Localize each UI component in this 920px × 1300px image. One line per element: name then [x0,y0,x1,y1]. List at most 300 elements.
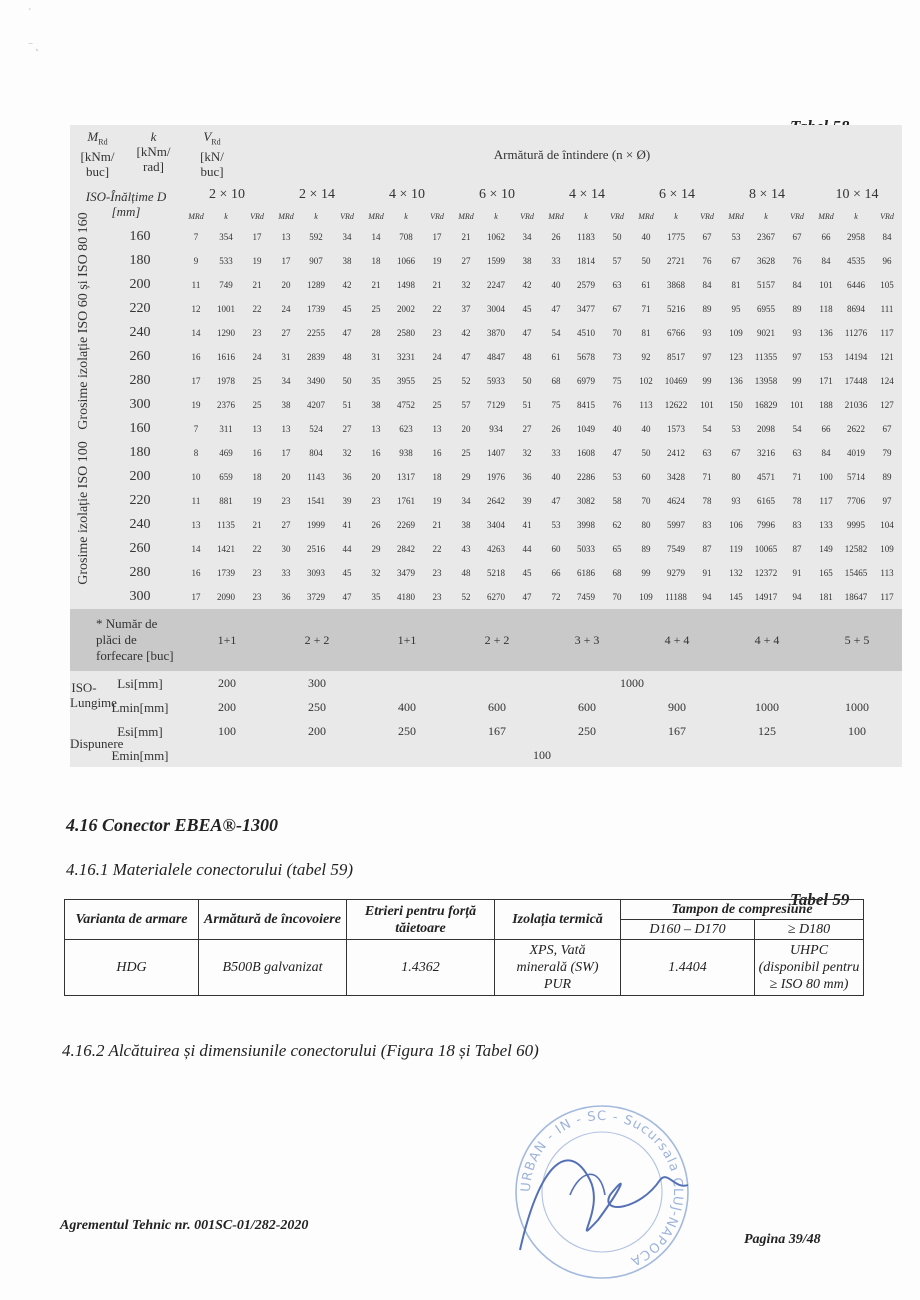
value-cell: 3955 [397,376,415,386]
value-cell: 33 [551,256,561,266]
value-cell: 66 [821,232,831,242]
value-cell: 4752 [397,400,415,410]
value-cell: 23 [252,592,262,602]
value-cell: 104 [880,520,894,530]
value-cell: 94 [702,592,712,602]
table-row [70,345,902,369]
value-cell: 11276 [844,328,868,338]
table-row [70,489,902,513]
value-cell: 9021 [757,328,775,338]
value-cell: 1814 [577,256,595,266]
value-cell: 109 [729,328,743,338]
sub-header-mrd: MRd [368,211,384,221]
table-row [70,393,902,417]
value-cell: 38 [371,400,381,410]
value-cell: 94 [792,592,802,602]
t59-header-buffer-b: ≥ D180 [755,920,864,940]
value-cell: 2286 [577,472,595,482]
value-cell: 2247 [487,280,505,290]
value-cell: 16 [191,352,201,362]
value-cell: 136 [819,328,833,338]
value-cell: 21036 [844,400,868,410]
value-cell: 3490 [307,376,325,386]
value-cell: 102 [639,376,653,386]
value-cell: 907 [309,256,323,266]
value-cell: 181 [819,592,833,602]
value-cell: 80 [731,472,741,482]
lmin-value: 250 [308,699,326,714]
value-cell: 73 [612,352,622,362]
value-cell: 117 [880,592,894,602]
mrd-unit: [kNm/ buc] [80,149,115,180]
value-cell: 53 [731,424,741,434]
value-cell: 99 [702,376,712,386]
value-cell: 24 [252,352,262,362]
reinforcement-group-4: 4 × 14 [569,187,605,202]
value-cell: 1066 [397,256,415,266]
value-cell: 24 [432,352,442,362]
reinforcement-group-1: 2 × 14 [299,187,335,202]
value-cell: 31 [281,352,291,362]
value-cell: 12622 [664,400,688,410]
corner-header [70,125,182,183]
value-cell: 1062 [487,232,505,242]
value-cell: 47 [551,304,561,314]
iso-length-label: ISO- Lungime [70,680,117,710]
value-cell: 54 [702,424,712,434]
value-cell: 5933 [487,376,505,386]
value-cell: 38 [342,256,352,266]
value-cell: 47 [612,448,622,458]
value-cell: 659 [219,472,233,482]
value-cell: 33 [281,568,291,578]
value-cell: 93 [702,328,712,338]
value-cell: 3998 [577,520,595,530]
table-row [70,273,902,297]
iso-height-value: 280 [129,565,151,580]
value-cell: 87 [792,544,802,554]
value-cell: 52 [461,592,471,602]
value-cell: 9279 [667,568,685,578]
value-cell: 3870 [487,328,505,338]
value-cell: 1739 [217,568,235,578]
value-cell: 36 [281,592,291,602]
value-cell: 1616 [217,352,235,362]
value-cell: 7 [193,232,199,242]
shear-plates-row [70,609,902,671]
sub-header-vrd: VRd [880,211,894,221]
value-cell: 17 [191,376,201,386]
value-cell: 6165 [757,496,775,506]
value-cell: 45 [342,304,352,314]
value-cell: 89 [641,544,651,554]
iso-height-value: 260 [129,541,151,556]
value-cell: 14917 [754,592,778,602]
shear-plates-value: 1+1 [182,609,272,671]
value-cell: 5997 [667,520,685,530]
value-cell: 40 [641,424,651,434]
value-cell: 7549 [667,544,685,554]
value-cell: 17 [281,448,291,458]
value-cell: 62 [612,520,622,530]
esi-value: 125 [758,723,776,738]
value-cell: 92 [641,352,651,362]
value-cell: 3628 [757,256,775,266]
value-cell: 27 [461,256,471,266]
value-cell: 6766 [667,328,685,338]
section-title: 4.16 Conector EBEA®-1300 [66,815,278,835]
value-cell: 76 [612,400,622,410]
value-cell: 7129 [487,400,505,410]
corner-k [136,129,172,180]
value-cell: 1608 [577,448,595,458]
value-cell: 50 [522,376,532,386]
table-row [70,297,902,321]
sub-header-mrd: MRd [548,211,564,221]
value-cell: 25 [252,376,262,386]
value-cell: 2642 [487,496,505,506]
value-cell: 25 [252,400,262,410]
value-cell: 2842 [397,544,415,554]
group-label-iso100-text: Grosime izolație ISO 100 [76,441,91,585]
value-cell: 6270 [487,592,505,602]
value-cell: 13958 [754,376,778,386]
lmin-value: 400 [398,699,416,714]
value-cell: 101 [700,400,714,410]
value-cell: 61 [641,280,651,290]
value-cell: 1135 [217,520,235,530]
value-cell: 34 [281,376,291,386]
lsi-value: 200 [218,675,236,690]
value-cell: 19 [252,256,262,266]
value-cell: 106 [729,520,743,530]
value-cell: 20 [461,424,471,434]
value-cell: 8 [193,448,199,458]
table-row [70,441,902,465]
value-cell: 1599 [487,256,505,266]
value-cell: 78 [792,496,802,506]
lmin-value: 200 [218,699,236,714]
value-cell: 1317 [397,472,415,482]
value-cell: 47 [551,496,561,506]
value-cell: 63 [612,280,622,290]
value-cell: 89 [702,304,712,314]
iso-height-header: ISO-Înălțime D [mm] [85,189,167,219]
value-cell: 11 [191,280,201,290]
value-cell: 15465 [844,568,868,578]
value-cell: 3428 [667,472,685,482]
iso-height-value: 300 [129,397,151,412]
value-cell: 10 [191,472,201,482]
sub-header-vrd: VRd [610,211,624,221]
value-cell: 47 [342,328,352,338]
table-row [70,369,902,393]
value-cell: 40 [551,472,561,482]
value-cell: 938 [399,448,413,458]
value-cell: 10469 [664,376,688,386]
value-cell: 27 [281,520,291,530]
sub-header-mrd: MRd [818,211,834,221]
table-row [70,417,902,441]
value-cell: 48 [342,352,352,362]
value-cell: 43 [461,544,471,554]
value-cell: 101 [819,280,833,290]
table-row [70,249,902,273]
value-cell: 26 [551,232,561,242]
group-label-iso60-80-text: Grosime izolație ISO 60 și ISO 80 160 [76,212,91,430]
value-cell: 76 [792,256,802,266]
value-cell: 150 [729,400,743,410]
value-cell: 67 [731,256,741,266]
value-cell: 13 [371,424,381,434]
value-cell: 23 [252,568,262,578]
value-cell: 3477 [577,304,595,314]
value-cell: 27 [342,424,352,434]
value-cell: 13 [432,424,442,434]
value-cell: 2516 [307,544,325,554]
footer-page-number: Pagina 39/48 [744,1232,821,1247]
value-cell: 71 [702,472,712,482]
value-cell: 70 [612,328,622,338]
k-unit: [kNm/ rad] [136,143,171,174]
value-cell: 12582 [844,544,868,554]
t59-cell-buffer-b: UHPC (disponibil pentru ≥ ISO 80 mm) [755,940,864,996]
group-label-iso100 [70,417,98,609]
value-cell: 41 [522,520,532,530]
value-cell: 93 [792,328,802,338]
value-cell: 34 [522,232,532,242]
value-cell: 1978 [217,376,235,386]
value-cell: 3093 [307,568,325,578]
sub-header-mrd: MRd [278,211,294,221]
value-cell: 1498 [397,280,415,290]
value-cell: 19 [191,400,201,410]
value-cell: 13 [252,424,262,434]
sub-header-vrd: VRd [520,211,534,221]
sub-header-vrd: VRd [790,211,804,221]
iso-height-value: 180 [129,445,151,460]
value-cell: 5678 [577,352,595,362]
shear-plates-value: 1+1 [362,609,452,671]
value-cell: 2269 [397,520,415,530]
value-cell: 96 [882,256,892,266]
value-cell: 749 [219,280,233,290]
value-cell: 39 [522,496,532,506]
value-cell: 84 [821,448,831,458]
value-cell: 132 [729,568,743,578]
value-cell: 23 [432,328,442,338]
value-cell: 66 [821,424,831,434]
value-cell: 50 [641,448,651,458]
value-cell: 83 [702,520,712,530]
value-cell: 75 [551,400,561,410]
value-cell: 1407 [487,448,505,458]
emin-row [70,743,902,767]
value-cell: 25 [432,376,442,386]
value-cell: 68 [551,376,561,386]
value-cell: 91 [792,568,802,578]
value-cell: 7706 [847,496,865,506]
value-cell: 124 [880,376,894,386]
iso-height-value: 240 [129,517,151,532]
value-cell: 36 [522,472,532,482]
value-cell: 6955 [757,304,775,314]
value-cell: 623 [399,424,413,434]
t59-cell-buffer-a: 1.4404 [621,940,755,996]
value-cell: 45 [522,304,532,314]
value-cell: 3004 [487,304,505,314]
value-cell: 5218 [487,568,505,578]
value-cell: 4847 [487,352,505,362]
value-cell: 29 [461,472,471,482]
value-cell: 65 [612,544,622,554]
lsi-value: 1000 [620,675,644,690]
reinforcement-group-5: 6 × 14 [659,187,695,202]
table-row [70,465,902,489]
value-cell: 84 [821,256,831,266]
value-cell: 42 [522,280,532,290]
value-cell: 40 [641,232,651,242]
value-cell: 22 [252,544,262,554]
value-cell: 50 [641,256,651,266]
value-cell: 23 [432,568,442,578]
value-cell: 17 [191,592,201,602]
vrd-sub: Rd [211,137,221,147]
value-cell: 29 [371,544,381,554]
value-cell: 99 [641,568,651,578]
sub-header-vrd: VRd [250,211,264,221]
value-cell: 708 [399,232,413,242]
sub-header-mrd: MRd [458,211,474,221]
lmin-value: 900 [668,699,686,714]
value-cell: 32 [461,280,471,290]
value-cell: 592 [309,232,323,242]
value-cell: 47 [522,328,532,338]
value-cell: 165 [819,568,833,578]
sub-header-k: k [854,211,858,221]
value-cell: 97 [702,352,712,362]
t59-header-insulation: Izolația termică [495,900,621,940]
value-cell: 3729 [307,592,325,602]
value-cell: 1289 [307,280,325,290]
value-cell: 67 [882,424,892,434]
value-cell: 13 [281,424,291,434]
value-cell: 21 [461,232,471,242]
value-cell: 4180 [397,592,415,602]
value-cell: 42 [342,280,352,290]
value-cell: 25 [461,448,471,458]
lmin-value: 1000 [845,699,869,714]
iso-height-value: 200 [129,277,151,292]
value-cell: 32 [522,448,532,458]
value-cell: 7459 [577,592,595,602]
value-cell: 38 [461,520,471,530]
value-cell: 11188 [665,592,687,602]
value-cell: 44 [342,544,352,554]
value-cell: 60 [641,472,651,482]
value-cell: 38 [522,256,532,266]
value-cell: 3231 [397,352,415,362]
value-cell: 26 [371,520,381,530]
value-cell: 13 [281,232,291,242]
value-cell: 934 [489,424,503,434]
value-cell: 80 [641,520,651,530]
lmin-value: 600 [488,699,506,714]
value-cell: 5157 [757,280,775,290]
value-cell: 22 [432,304,442,314]
value-cell: 78 [702,496,712,506]
value-cell: 533 [219,256,233,266]
table-59 [64,899,864,996]
value-cell: 109 [639,592,653,602]
lmin-value: 1000 [755,699,779,714]
value-cell: 53 [612,472,622,482]
sub-header-k: k [494,211,498,221]
value-cell: 52 [461,376,471,386]
lsi-row [70,671,902,695]
value-cell: 97 [882,496,892,506]
value-cell: 75 [612,376,622,386]
value-cell: 99 [792,376,802,386]
value-cell: 47 [342,592,352,602]
table-58 [70,125,902,767]
value-cell: 23 [371,496,381,506]
value-cell: 38 [281,400,291,410]
value-cell: 47 [522,592,532,602]
value-cell: 76 [702,256,712,266]
value-cell: 36 [342,472,352,482]
sub-header-k: k [224,211,228,221]
value-cell: 100 [819,472,833,482]
value-cell: 14 [191,544,201,554]
iso-height-value: 300 [129,589,151,604]
value-cell: 118 [819,304,833,314]
value-cell: 123 [729,352,743,362]
value-cell: 25 [432,400,442,410]
iso-height-value: 260 [129,349,151,364]
value-cell: 51 [342,400,352,410]
value-cell: 149 [819,544,833,554]
value-cell: 33 [551,448,561,458]
value-cell: 51 [522,400,532,410]
value-cell: 11 [191,496,201,506]
value-cell: 67 [731,448,741,458]
t59-header-buffer-a: D160 – D170 [621,920,755,940]
value-cell: 11355 [754,352,778,362]
value-cell: 79 [882,448,892,458]
reinforcement-group-0: 2 × 10 [209,187,245,202]
table-row [70,513,902,537]
value-cell: 54 [792,424,802,434]
table-row [70,561,902,585]
t59-cell-stirrups: 1.4362 [347,940,495,996]
value-cell: 1761 [397,496,415,506]
value-cell: 67 [792,232,802,242]
value-cell: 21 [432,280,442,290]
value-cell: 6979 [577,376,595,386]
shear-plates-value: 4 + 4 [722,609,812,671]
value-cell: 14194 [844,352,868,362]
table-row [70,585,902,609]
value-cell: 1739 [307,304,325,314]
value-cell: 2412 [667,448,685,458]
value-cell: 4535 [847,256,865,266]
value-cell: 3404 [487,520,505,530]
value-cell: 34 [461,496,471,506]
value-cell: 21 [252,520,262,530]
value-cell: 2839 [307,352,325,362]
value-cell: 18647 [844,592,868,602]
